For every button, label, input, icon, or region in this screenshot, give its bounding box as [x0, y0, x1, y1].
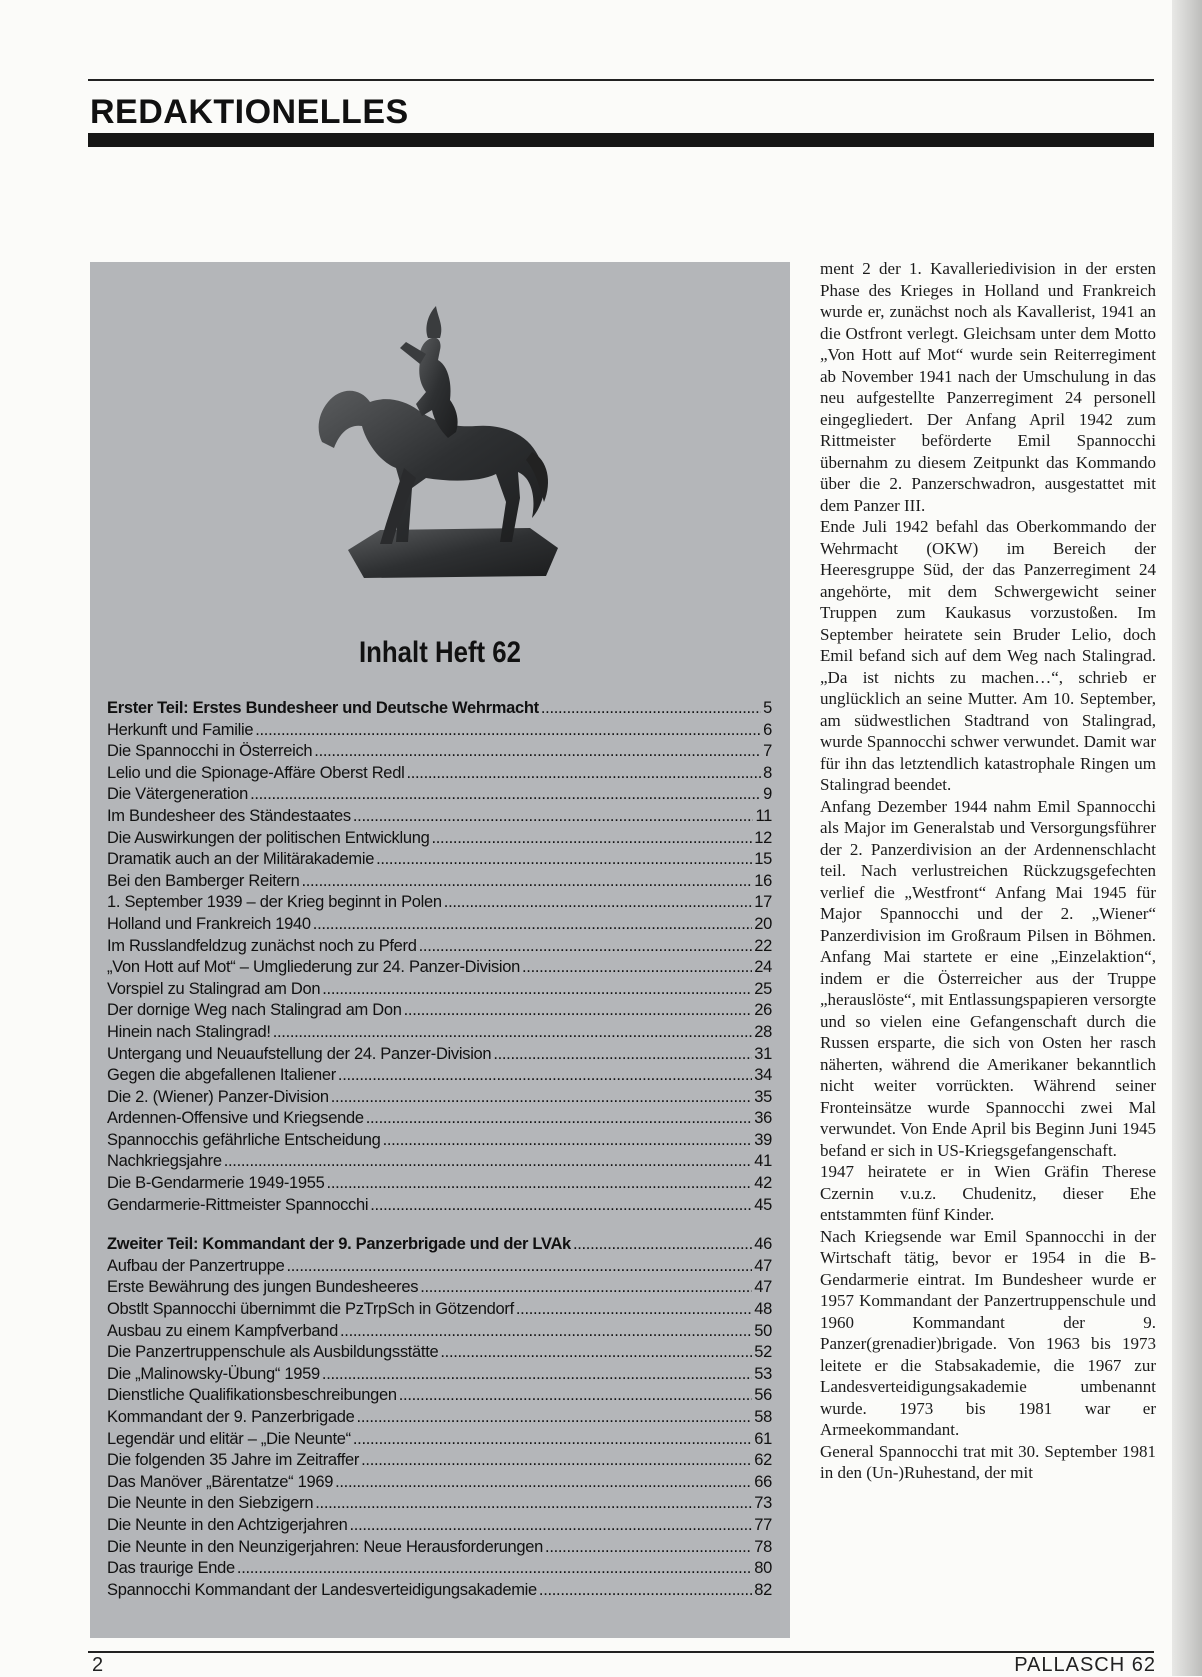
header-rule	[88, 79, 1154, 81]
toc-entry	[107, 1407, 772, 1429]
toc-leader-dots	[322, 1364, 752, 1386]
toc-leader-dots	[573, 1234, 752, 1256]
toc-entry	[107, 936, 772, 958]
toc-entry-page: 25	[754, 979, 772, 998]
toc-entry-page: 16	[754, 871, 772, 890]
toc-entry-page: 34	[754, 1066, 772, 1085]
toc-entry-page: 8	[763, 763, 772, 782]
toc-leader-dots	[420, 1277, 752, 1299]
toc-part-heading	[107, 1234, 772, 1256]
toc-entry-label: „Von Hott auf Mot“ – Umgliederung zur 24. Panzer-Division	[107, 958, 521, 977]
toc-entry-label: Herkunft und Familie	[107, 720, 254, 739]
toc-leader-dots	[301, 871, 752, 893]
toc-leader-dots	[406, 763, 761, 785]
toc-entry-page: 9	[763, 785, 772, 804]
toc-leader-dots	[419, 936, 753, 958]
toc-leader-dots	[353, 806, 754, 828]
toc-entry-label: Aufbau der Panzertruppe	[107, 1256, 285, 1275]
toc-entry-page: 77	[754, 1515, 772, 1534]
toc-leader-dots	[370, 1195, 752, 1217]
toc-entry-page: 20	[754, 914, 772, 933]
toc-entry-label: Lelio und die Spionage-Affäre Oberst Redl	[107, 763, 405, 782]
toc-entry-page: 22	[754, 936, 772, 955]
toc-entry-label: Die 2. (Wiener) Panzer-Division	[107, 1087, 329, 1106]
toc-leader-dots	[545, 1537, 752, 1559]
toc-entry-page: 82	[754, 1580, 772, 1599]
toc-entry-page: 66	[754, 1472, 772, 1491]
toc-entry	[107, 1472, 772, 1494]
toc-entry-label: Holland und Frankreich 1940	[107, 914, 311, 933]
toc-leader-dots	[383, 1130, 753, 1152]
toc-entry	[107, 849, 772, 871]
toc-entry	[107, 1277, 772, 1299]
toc-leader-dots	[440, 1342, 752, 1364]
toc-entry-label: Die Neunte in den Achtzigerjahren	[107, 1515, 348, 1534]
toc-leader-dots	[541, 698, 761, 720]
toc-entry	[107, 741, 772, 763]
toc-leader-dots	[273, 1022, 753, 1044]
toc-entry-page: 35	[754, 1087, 772, 1106]
toc-leader-dots	[404, 1000, 753, 1022]
toc-entry-label: Vorspiel zu Stalingrad am Don	[107, 979, 321, 998]
toc-entry-label: Die folgenden 35 Jahre im Zeitraffer	[107, 1451, 360, 1470]
toc-list	[107, 698, 772, 1601]
toc-entry-page: 6	[763, 720, 772, 739]
toc-entry-page: 26	[754, 1001, 772, 1020]
toc-entry-label: Die „Malinowsky-Übung“ 1959	[107, 1364, 320, 1383]
toc-entry-page: 15	[754, 850, 772, 869]
toc-entry-page: 45	[754, 1195, 772, 1214]
toc-part-page: 5	[763, 699, 772, 717]
toc-entry	[107, 1256, 772, 1278]
toc-entry-label: Hinein nach Stalingrad!	[107, 1022, 271, 1041]
toc-entry-page: 12	[754, 828, 772, 847]
toc-entry-label: Die Auswirkungen der politischen Entwicklung	[107, 828, 430, 847]
toc-entry-page: 50	[754, 1321, 772, 1340]
toc-entry-page: 62	[754, 1451, 772, 1470]
article-paragraph: ment 2 der 1. Kavalleriedivision in der ersten Phase des Krieges in Holland und Frankreich wurde er, zunächst noch als Kavallerist, 1941 an die Ostfront verlegt. Gleichsam unter dem Motto „Von Hott auf Mot“ wurde sein Reiterregiment ab November 1941 nach der Umschulung in das neu aufgestellte Panzerregiment 24 personell eingegliedert. Der Anfang April 1942 zum Rittmeister beförderte Emil Spannocchi übernahm zu diesem Zeitpunkt das Kommando über die 2. Panzerschwadron, ausgestattet mit dem Panzer III.	[820, 259, 1156, 515]
toc-part-page: 46	[754, 1235, 772, 1254]
toc-entry	[107, 979, 772, 1001]
toc-leader-dots	[353, 1429, 752, 1451]
toc-entry	[107, 1429, 772, 1451]
toc-entry	[107, 1173, 772, 1195]
section-title: REDAKTIONELLES	[90, 93, 409, 131]
toc-entry	[107, 1493, 772, 1515]
toc-entry-label: Die Neunte in den Neunzigerjahren: Neue Herausforderungen	[107, 1537, 544, 1556]
toc-leader-dots	[313, 914, 752, 936]
article-paragraph: Anfang Dezember 1944 nahm Emil Spannocchi als Major im Generalstab und Versorgungsführer der 2. Panzerdivision an der Ardennenschlacht teil. Nach verlustreichen Rückzugsgefechten verlief die „Westfront“ Anfang Mai 1945 für Major Spannocchi und der 2. „Wiener“ Panzerdivision im Großraum Pilsen in Böhmen. Anfang Mai startete er eine „Einzelaktion“, indem er die Österreicher aus der Truppe „herauslöste“, mit Entlassungspapieren versorgte und so vielen eine Gefangenschaft durch die Russen ersparte, die sich von Osten her rasch näherten, während die Amerikaner bekanntlich nicht weiter vorrückten. Während seiner Fronteinsätze wurde Spannocchi zwei Mal verwundet. Von Ende April bis Beginn Juni 1945 befand er sich in US-Kriegsgefangenschaft.	[820, 796, 1156, 1160]
toc-entry	[107, 1342, 772, 1364]
toc-entry-label: Im Russlandfeldzug zunächst noch zu Pferd	[107, 936, 417, 955]
toc-entry	[107, 1065, 772, 1087]
toc-part-title: Erster Teil: Erstes Bundesheer und Deutsche Wehrmacht	[107, 699, 539, 717]
toc-leader-dots	[340, 1321, 752, 1343]
toc-entry-page: 24	[754, 958, 772, 977]
toc-entry	[107, 1000, 772, 1022]
toc-entry	[107, 1299, 772, 1321]
toc-entry	[107, 1450, 772, 1472]
toc-entry-label: Ausbau zu einem Kampfverband	[107, 1321, 338, 1340]
toc-leader-dots	[314, 741, 761, 763]
toc-leader-dots	[539, 1580, 752, 1602]
toc-title: Inhalt Heft 62	[358, 636, 522, 669]
toc-leader-dots	[350, 1515, 753, 1537]
toc-entry-label: Die B-Gendarmerie 1949-1955	[107, 1174, 325, 1193]
page-number: 2	[92, 1654, 104, 1676]
toc-entry-page: 41	[754, 1152, 772, 1171]
toc-entry-label: Kommandant der 9. Panzerbrigade	[107, 1408, 355, 1426]
toc-entry-label: 1. September 1939 – der Krieg beginnt in Polen	[107, 893, 442, 912]
toc-entry	[107, 1385, 772, 1407]
toc-entry-label: Die Vätergeneration	[107, 785, 249, 804]
toc-entry-page: 53	[754, 1364, 772, 1383]
toc-leader-dots	[399, 1385, 752, 1407]
toc-entry-page: 61	[754, 1429, 772, 1448]
page-edge-shadow	[1172, 0, 1202, 1676]
article-paragraph: Ende Juli 1942 befahl das Oberkommando der Wehrmacht (OKW) im Bereich der Heeresgruppe Süd, der das Panzerregiment 24 angehörte, mit dem Schwergewicht seiner Truppen zum Kaukasus vorzustoßen. Im September heiratete sein Bruder Lelio, doch Emil befand sich auf dem Weg nach Stalingrad. „Da ist nichts zu machen…“, schrieb er unglücklich an seine Mutter. Am 10. September, am südwestlichen Stadtrand von Stalingrad, wurde Spannocchi schwer verwundet. Damit war für ihn das letztendlich katastrophale Ringen um Stalingrad beendet.	[820, 517, 1156, 794]
toc-entry-label: Spannocchis gefährliche Entscheidung	[107, 1130, 381, 1149]
toc-leader-dots	[331, 1087, 752, 1109]
article-column	[820, 258, 1156, 1484]
toc-entry	[107, 1580, 772, 1602]
toc-entry-label: Gendarmerie-Rittmeister Spannocchi	[107, 1195, 369, 1214]
toc-entry-page: 47	[754, 1256, 772, 1275]
toc-leader-dots	[366, 1108, 753, 1130]
toc-entry-label: Die Spannocchi in Österreich	[107, 742, 313, 761]
toc-entry-page: 58	[754, 1408, 772, 1426]
toc-entry	[107, 1537, 772, 1559]
toc-entry	[107, 957, 772, 979]
article-paragraph: 1947 heiratete er in Wien Gräfin Therese Czernin v.u.z. Chudenitz, dieser Ehe entstammten fünf Kinder.	[820, 1162, 1156, 1224]
toc-entry-label: Im Bundesheer des Ständestaates	[107, 806, 351, 825]
toc-entry-page: 47	[754, 1278, 772, 1297]
toc-entry	[107, 720, 772, 742]
toc-entry-page: 42	[754, 1174, 772, 1193]
toc-entry	[107, 1364, 772, 1386]
header-bar	[88, 133, 1154, 147]
toc-entry	[107, 806, 772, 828]
toc-leader-dots	[255, 720, 761, 742]
toc-entry-label: Die Neunte in den Siebzigern	[107, 1494, 314, 1513]
article-paragraph: Nach Kriegsende war Emil Spannocchi in der Wirtschaft tätig, bevor er 1954 in die B-Gendarmerie eintrat. Im Bundesheer wurde er 1957 Kommandant der Panzertruppenschule und 1960 Kommandant der 9. Panzer(grenadier)brigade. Von 1963 bis 1973 leitete er die Stabsakademie, die 1967 zur Landesverteidigungsakademie umbenannt wurde. 1973 bis 1981 war er Armeekommandant.	[820, 1226, 1156, 1439]
toc-entry	[107, 1321, 772, 1343]
toc-entry-label: Legendär und elitär – „Die Neunte“	[107, 1429, 351, 1448]
toc-leader-dots	[335, 1472, 752, 1494]
toc-entry	[107, 1151, 772, 1173]
toc-entry-page: 11	[755, 806, 772, 825]
toc-entry-page: 7	[763, 742, 772, 761]
toc-entry	[107, 1044, 772, 1066]
toc-part-heading	[107, 698, 772, 720]
toc-entry-label: Dramatik auch an der Militärakademie	[107, 850, 375, 869]
article-paragraph: General Spannocchi trat mit 30. September 1981 in den (Un-)Ruhestand, der mit	[820, 1441, 1156, 1482]
toc-leader-dots	[237, 1558, 752, 1580]
toc-entry	[107, 784, 772, 806]
toc-entry-label: Spannocchi Kommandant der Landesverteidigungsakademie	[107, 1580, 537, 1599]
toc-leader-dots	[322, 979, 752, 1001]
toc-entry	[107, 1195, 772, 1217]
toc-part-title: Zweiter Teil: Kommandant der 9. Panzerbrigade und der LVAk	[107, 1235, 571, 1254]
toc-leader-dots	[522, 957, 752, 979]
toc-entry-label: Ardennen-Offensive und Kriegsende	[107, 1109, 364, 1128]
toc-entry-label: Das Manöver „Bärentatze“ 1969	[107, 1472, 334, 1491]
toc-entry-label: Untergang und Neuaufstellung der 24. Panzer-Division	[107, 1044, 492, 1063]
toc-entry	[107, 1087, 772, 1109]
toc-entry	[107, 828, 772, 850]
toc-leader-dots	[444, 892, 752, 914]
toc-entry	[107, 1515, 772, 1537]
toc-leader-dots	[286, 1256, 752, 1278]
toc-entry-page: 36	[754, 1109, 772, 1128]
toc-entry-page: 31	[754, 1044, 772, 1063]
toc-leader-dots	[315, 1493, 752, 1515]
toc-entry	[107, 1130, 772, 1152]
toc-entry-page: 80	[754, 1559, 772, 1578]
toc-entry-label: Die Panzertruppenschule als Ausbildungsstätte	[107, 1343, 439, 1362]
toc-entry-page: 39	[754, 1130, 772, 1149]
toc-leader-dots	[431, 828, 752, 850]
toc-entry-page: 48	[754, 1300, 772, 1319]
toc-entry	[107, 871, 772, 893]
toc-entry-label: Der dornige Weg nach Stalingrad am Don	[107, 1001, 402, 1020]
toc-entry	[107, 763, 772, 785]
toc-entry	[107, 1108, 772, 1130]
toc-entry	[107, 1022, 772, 1044]
equestrian-statue-image	[300, 292, 590, 602]
toc-entry-page: 78	[754, 1537, 772, 1556]
toc-leader-dots	[361, 1450, 752, 1472]
toc-entry-page: 17	[754, 893, 772, 912]
toc-entry-page: 56	[754, 1386, 772, 1405]
toc-leader-dots	[493, 1044, 752, 1066]
toc-entry-label: Dienstliche Qualifikationsbeschreibungen	[107, 1386, 397, 1405]
toc-entry-label: Erste Bewährung des jungen Bundesheeres	[107, 1278, 419, 1297]
toc-entry-label: Nachkriegsjahre	[107, 1152, 222, 1171]
toc-entry	[107, 892, 772, 914]
toc-entry-label: Gegen die abgefallenen Italiener	[107, 1066, 336, 1085]
toc-entry-label: Obstlt Spannocchi übernimmt die PzTrpSch in Götzendorf	[107, 1300, 514, 1319]
toc-leader-dots	[250, 784, 761, 806]
footer-rule	[88, 1651, 1154, 1653]
toc-entry	[107, 914, 772, 936]
toc-leader-dots	[376, 849, 752, 871]
toc-entry-page: 28	[754, 1022, 772, 1041]
toc-entry-page: 52	[754, 1343, 772, 1362]
toc-leader-dots	[327, 1173, 753, 1195]
toc-entry-page: 73	[754, 1494, 772, 1513]
toc-entry-label: Das traurige Ende	[107, 1559, 235, 1578]
magazine-name: PALLASCH 62	[1014, 1654, 1156, 1676]
toc-leader-dots	[338, 1065, 752, 1087]
toc-entry	[107, 1558, 772, 1580]
toc-leader-dots	[224, 1151, 753, 1173]
toc-leader-dots	[516, 1299, 752, 1321]
toc-leader-dots	[357, 1407, 753, 1429]
toc-entry-label: Bei den Bamberger Reitern	[107, 871, 300, 890]
